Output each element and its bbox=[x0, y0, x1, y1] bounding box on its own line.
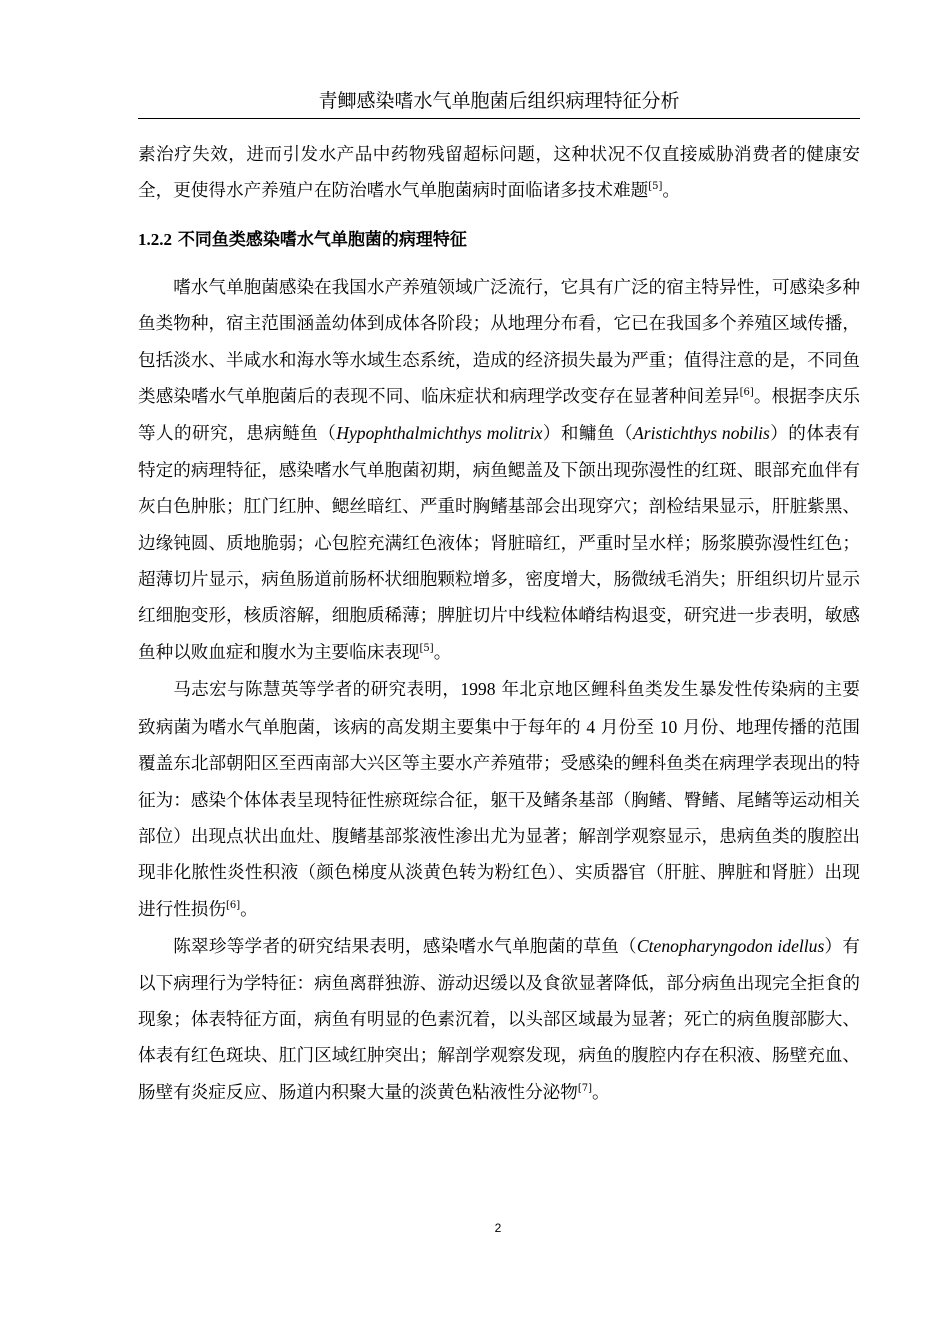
latin-name: Aristichthys nobilis bbox=[633, 423, 770, 444]
paragraph-carp-outbreak bbox=[138, 671, 860, 928]
section-title: 不同鱼类感染嗜水气单胞菌的病理特征 bbox=[172, 229, 467, 250]
paragraph-text: ）和鳙鱼（ bbox=[542, 424, 634, 445]
page-number: 2 bbox=[494, 1221, 502, 1235]
latin-name: Ctenopharyngodon idellus bbox=[636, 936, 825, 957]
paragraph-grass-carp bbox=[138, 928, 860, 1111]
paragraph-end: 。 bbox=[662, 181, 681, 202]
paragraph-text: 。根据李庆乐等人的研究，患病鲢鱼（ bbox=[138, 387, 860, 445]
running-header: 青鲫感染嗜水气单胞菌后组织病理特征分析 bbox=[318, 90, 680, 112]
year: 1998 bbox=[460, 679, 496, 700]
paragraph-text: 陈翠珍等学者的研究结果表明，感染嗜水气单胞菌的草鱼（ bbox=[173, 937, 637, 958]
citation: [7] bbox=[577, 1082, 593, 1094]
paragraph-text: 年北京地区鲤科鱼类发生暴发性传染病的主要致病菌为嗜水气单胞菌，该病的高发期主要集中于每年的 bbox=[138, 680, 860, 738]
citation: [5] bbox=[648, 181, 663, 193]
paragraph-end: 。 bbox=[240, 899, 258, 920]
citation: [6] bbox=[225, 899, 241, 911]
section-number: 1.2.2 bbox=[138, 229, 172, 249]
paragraph-text: 嗜水气单胞菌感染在我国水产养殖领域广泛流行，它具有广泛的宿主特异性，可感染多种鱼类物种，宿主范围涵盖幼体到成体各阶段；从地理分布看，它已在我国多个养殖区域传播，包括淡水、半咸水和海水等水域生态系统，造成的经济损失最为严重；值得注意的是，不同鱼类感染嗜水气单胞菌后的表现不同、临床症状和病理学改变存在显著种间差异 bbox=[138, 277, 860, 408]
paragraph-text: ）有以下病理行为学特征：病鱼离群独游、游动迟缓以及食欲显著降低，部分病鱼出现完全拒食的现象；体表特征方面，病鱼有明显的色素沉着，以头部区域最为显著；死亡的病鱼腹部膨大、体表有红色斑块、肛门区域红肿突出；解剖学观察发现，病鱼的腹腔内存在积液、肠壁充血、肠壁有炎症反应、肠道内积聚大量的淡黄色粘液性分泌物 bbox=[138, 937, 860, 1103]
paragraph-text: 月份至 bbox=[595, 717, 660, 738]
paragraph-text: 月份、地理传播的范围覆盖东北部朝阳区至西南部大兴区等主要水产养殖带；受感染的鲤科鱼类在病理学表现出的特征为：感染个体体表呈现特征性瘀斑综合征，躯干及鳍条基部（胸鳍、臀鳍、尾鳍等运动相关部位）出现点状出血灶、腹鳍基部浆液性渗出尤为显著；解剖学观察显示，患病鱼类的腹腔出现非化脓性炎性积液（颜色梯度从淡黄色转为粉红色）、实质器官（肝脏、脾脏和肾脏）出现进行性损伤 bbox=[138, 717, 861, 920]
month-number: 4 bbox=[586, 716, 596, 737]
paragraph-end: 。 bbox=[592, 1082, 610, 1103]
paragraph-pathology-overview bbox=[138, 270, 860, 671]
latin-name: Hypophthalmichthys molitrix bbox=[336, 423, 543, 444]
section-heading bbox=[138, 222, 860, 258]
header-rule bbox=[138, 118, 860, 119]
paragraph-text: 素治疗失效，进而引发水产品中药物残留超标问题，这种状况不仅直接威胁消费者的健康安全，更使得水产养殖户在防治嗜水气单胞菌病时面临诸多技术难题 bbox=[138, 145, 860, 202]
paragraph-text: ）的体表有特定的病理特征，感染嗜水气单胞菌初期，病鱼鳃盖及下颌出现弥漫性的红斑、眼部充血伴有灰白色肿胀；肛门红肿、鳃丝暗红、严重时胸鳍基部会出现穿穴；剖检结果显示，肝脏紫黑、边缘钝圆、质地脆弱；心包腔充满红色液体；肾脏暗红，严重时呈水样；肠浆膜弥漫性红色；超薄切片显示，病鱼肠道前肠杯状细胞颗粒增多，密度增大，肠微绒毛消失；肝组织切片显示红细胞变形，核质溶解，细胞质稀薄；脾脏切片中线粒体嵴结构退变，研究进一步表明，敏感鱼种以败血症和腹水为主要临床表现 bbox=[138, 424, 860, 663]
paragraph-end: 。 bbox=[433, 642, 452, 663]
paragraph-continuation bbox=[138, 137, 860, 210]
paragraph-text: 马志宏与陈慧英等学者的研究表明， bbox=[173, 680, 461, 701]
month-number: 10 bbox=[659, 716, 678, 737]
citation: [6] bbox=[739, 387, 754, 399]
citation: [5] bbox=[419, 642, 434, 654]
body-text bbox=[138, 137, 860, 1111]
